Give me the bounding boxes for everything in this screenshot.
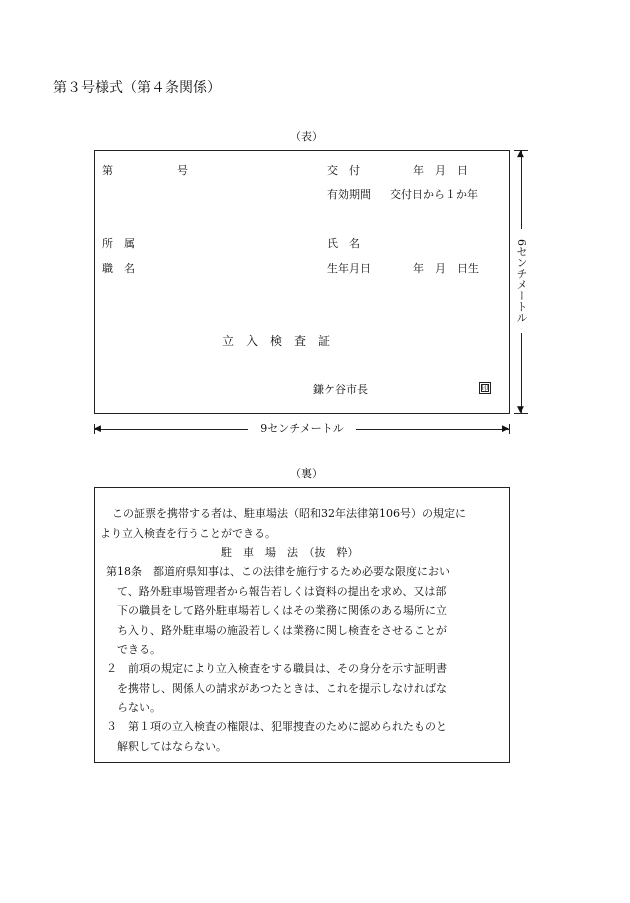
name-label: 氏 名 (327, 237, 360, 250)
number-label: 第 (102, 164, 113, 177)
intro-line-1: この証票を携帯する者は、駐車場法（昭和32年法律第106号）の規定に (112, 507, 466, 520)
paragraph2-line-2: を携帯し、関係人の請求があつたときは、これを提示しなければな (117, 682, 447, 695)
arrow-down-icon: ▼ (517, 405, 524, 415)
article18-line-4: ち入り、路外駐車場の施設若しくは業務に関し検査をさせることが (117, 624, 447, 637)
paragraph3-line-1: ３ 第１項の立入検査の権限は、犯罪捜査のために認められたものと (106, 720, 447, 733)
job-label: 職 名 (102, 262, 135, 275)
valid-label: 有効期間 (327, 188, 371, 201)
arrow-right-icon: ▶ (502, 424, 509, 434)
article18-line-3: 下の職員をして路外駐車場若しくはその業務に関係のある場所に立 (117, 604, 447, 617)
paragraph3-line-2: 解釈してはならない。 (117, 740, 227, 753)
back-caption: （裏） (290, 467, 323, 480)
height-label: 6センチメートル (511, 229, 531, 333)
front-caption: （表） (290, 130, 323, 143)
arrow-left-icon: ◀ (94, 424, 101, 434)
birth-date: 年 月 日生 (413, 262, 479, 275)
valid-text: 交付日から１か年 (390, 188, 478, 201)
form-title: 第３号様式（第４条関係） (53, 80, 221, 96)
certificate-title: 立 入 検 査 証 (222, 334, 331, 348)
birth-label: 生年月日 (327, 262, 371, 275)
seal-icon: 印 (479, 382, 491, 394)
issuer: 鎌ケ谷市長 (313, 383, 368, 396)
certificate-back (94, 487, 510, 763)
paragraph2-line-3: らない。 (117, 701, 161, 714)
arrow-up-icon: ▲ (517, 149, 524, 159)
issue-date: 年 月 日 (413, 164, 468, 177)
certificate-front (94, 150, 510, 414)
width-label: 9センチメートル (248, 422, 356, 436)
issue-label: 交 付 (327, 164, 360, 177)
law-title: 駐 車 場 法 （抜 粋） (221, 546, 359, 559)
paragraph2-line-1: ２ 前項の規定により立入検査をする職員は、その身分を示す証明書 (106, 662, 447, 675)
dept-label: 所 属 (102, 237, 135, 250)
article18-line-2: て、路外駐車場管理者から報告若しくは資料の提出を求め、又は部 (117, 585, 447, 598)
article18-line-1: 第18条 都道府県知事は、この法律を施行するため必要な限度におい (106, 565, 450, 578)
article18-line-5: できる。 (117, 643, 161, 656)
number-suffix: 号 (177, 164, 188, 177)
intro-line-2: より立入検査を行うことができる。 (100, 527, 276, 540)
